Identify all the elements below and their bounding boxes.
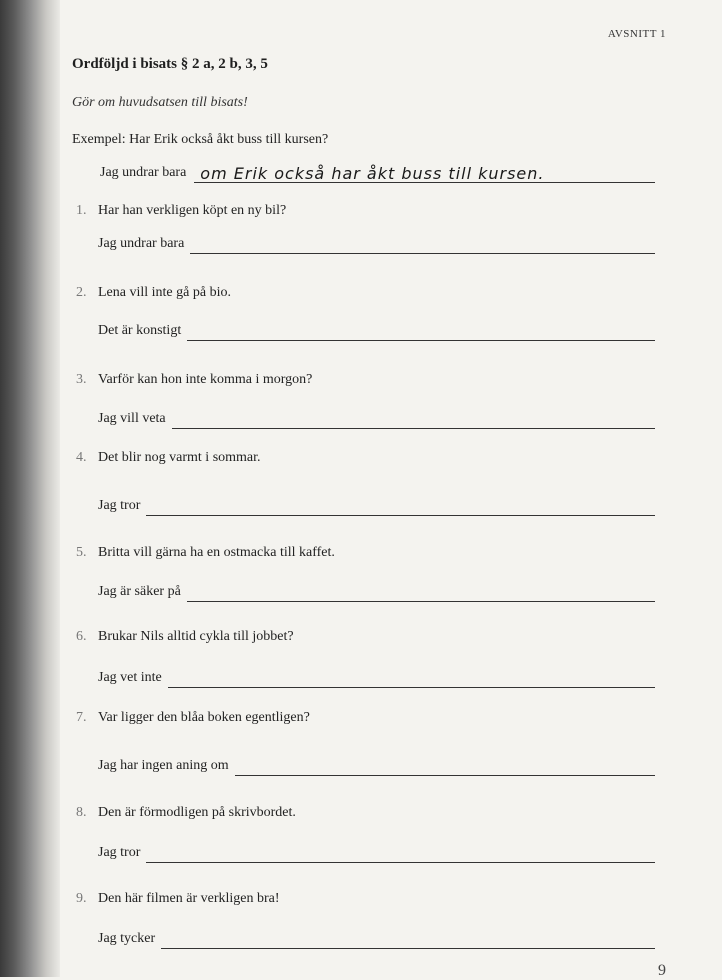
example-answer-line <box>194 164 655 183</box>
answer-lead: Jag undrar bara <box>98 236 185 251</box>
answer-line-7[interactable] <box>235 759 655 776</box>
answer-line-8[interactable] <box>146 846 655 863</box>
answer-row-2 <box>98 323 655 341</box>
answer-row-1 <box>98 236 655 254</box>
exercise-number: 8. <box>76 805 87 820</box>
example-answer-row <box>100 164 655 183</box>
exercise-number: 7. <box>76 710 87 725</box>
answer-line-2[interactable] <box>187 324 655 341</box>
answer-lead: Jag vill veta <box>98 411 166 426</box>
answer-row-4 <box>98 498 655 516</box>
exercise-number: 4. <box>76 450 87 465</box>
exercise-number: 3. <box>76 372 87 387</box>
answer-row-8 <box>98 845 655 863</box>
exercise-question-8 <box>76 805 296 821</box>
answer-row-3 <box>98 411 655 429</box>
exercise-question-text: Lena vill inte gå på bio. <box>98 285 231 300</box>
example-answer-lead: Jag undrar bara <box>100 165 187 180</box>
exercise-question-6 <box>76 629 294 645</box>
exercise-question-9 <box>76 891 280 907</box>
exercise-question-text: Har han verkligen köpt en ny bil? <box>98 203 287 218</box>
answer-line-3[interactable] <box>172 412 655 429</box>
exercise-question-2 <box>76 285 231 301</box>
exercise-question-1 <box>76 203 286 219</box>
answer-line-4[interactable] <box>146 499 655 516</box>
exercise-question-text: Var ligger den blåa boken egentligen? <box>98 710 310 725</box>
answer-line-9[interactable] <box>161 932 655 949</box>
exercise-number: 9. <box>76 891 87 906</box>
exercise-question-text: Varför kan hon inte komma i morgon? <box>98 372 313 387</box>
page-number: 9 <box>658 962 666 979</box>
exercise-question-text: Den här filmen är verkligen bra! <box>98 891 280 906</box>
answer-lead: Jag har ingen aning om <box>98 758 229 773</box>
exercise-question-4 <box>76 450 261 466</box>
answer-row-5 <box>98 584 655 602</box>
answer-line-6[interactable] <box>168 671 655 688</box>
example-question: Exempel: Har Erik också åkt buss till kursen? <box>72 132 329 147</box>
answer-lead: Jag vet inte <box>98 670 162 685</box>
instruction-text: Gör om huvudsatsen till bisats! <box>72 95 248 110</box>
exercise-question-text: Det blir nog varmt i sommar. <box>98 450 261 465</box>
answer-line-1[interactable] <box>190 237 655 254</box>
answer-lead: Jag tycker <box>98 931 156 946</box>
exercise-question-5 <box>76 545 335 561</box>
exercise-number: 6. <box>76 629 87 644</box>
exercise-question-7 <box>76 710 310 726</box>
answer-line-5[interactable] <box>187 585 655 602</box>
answer-lead: Jag tror <box>98 845 141 860</box>
exercise-number: 1. <box>76 203 87 218</box>
exercise-question-3 <box>76 372 312 388</box>
exercise-number: 2. <box>76 285 87 300</box>
exercise-number: 5. <box>76 545 87 560</box>
page-title: Ordföljd i bisats § 2 a, 2 b, 3, 5 <box>72 56 268 72</box>
answer-row-9 <box>98 931 655 949</box>
answer-row-7 <box>98 758 655 776</box>
exercise-question-text: Den är förmodligen på skrivbordet. <box>98 805 296 820</box>
answer-lead: Jag tror <box>98 498 141 513</box>
exercise-question-text: Brukar Nils alltid cykla till jobbet? <box>98 629 294 644</box>
answer-lead: Det är konstigt <box>98 323 182 338</box>
handwritten-answer: om Erik också har åkt buss till kursen. <box>200 164 545 183</box>
answer-lead: Jag är säker på <box>98 584 181 599</box>
answer-row-6 <box>98 670 655 688</box>
exercise-question-text: Britta vill gärna ha en ostmacka till kaffet. <box>98 545 335 560</box>
section-label: AVSNITT 1 <box>607 28 666 40</box>
